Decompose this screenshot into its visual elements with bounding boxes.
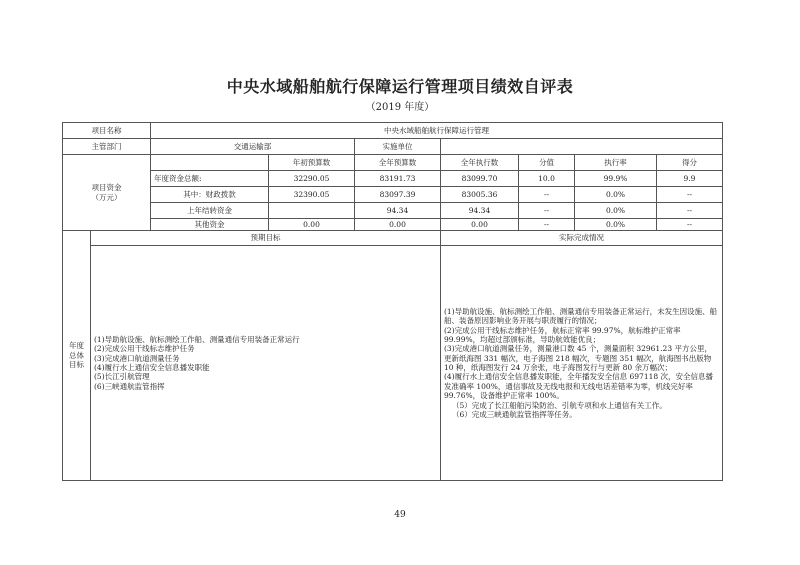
expected-goals-header: 预期目标 bbox=[91, 231, 441, 246]
funds-row bbox=[63, 203, 723, 219]
funds-cell: 83191.73 bbox=[355, 171, 441, 187]
funds-cell: 0.00 bbox=[441, 219, 519, 231]
funds-header-cell: 年初预算数 bbox=[269, 155, 355, 171]
funds-cell: -- bbox=[519, 203, 575, 219]
expected-goal-item: (1)导助航设施、航标测绘工作船、测量通信专用装备正常运行 bbox=[94, 334, 300, 344]
funds-header-cell: 得分 bbox=[657, 155, 723, 171]
funds-cell: -- bbox=[519, 187, 575, 203]
funds-cell: -- bbox=[657, 187, 723, 203]
funds-row-label: 年度资金总额: bbox=[151, 171, 269, 187]
actual-result-item: (1)导助航设施、航标测绘工作船、测量通信专用装备正常运行，未发生因设施、船舶、装备原因影响业务开展与职责履行的情况； bbox=[444, 306, 718, 326]
document-title: 中央水域船舶航行保障运行管理项目绩效自评表 bbox=[226, 77, 574, 96]
goals-label: 年度 总体 目标 bbox=[63, 231, 91, 481]
actual-result-item: (4)履行水上通信安全信息播发职能，全年播发安全信息 697118 次，安全信息播发准确率 100%，通信事故及无线电报和无线电话差错率为零，机线完好率 99.76%，设备维护正常率 100%。 bbox=[444, 372, 714, 401]
project-name-label: 项目名称 bbox=[63, 123, 151, 139]
impl-label: 实施单位 bbox=[355, 139, 441, 155]
funds-cell: 32390.05 bbox=[269, 187, 355, 203]
funds-cell: 99.9% bbox=[575, 171, 657, 187]
funds-row bbox=[63, 171, 723, 187]
funds-row-label: 其他资金 bbox=[151, 219, 269, 231]
funds-row bbox=[63, 219, 723, 231]
actual-result-item: （5）完成了长江船舶污染防治、引航专项和水上通信有关工作。 bbox=[452, 400, 667, 410]
funds-header-blank bbox=[151, 155, 269, 171]
funds-label: 项目资金 （万元） bbox=[63, 155, 151, 231]
funds-cell: 83005.36 bbox=[441, 187, 519, 203]
funds-cell: -- bbox=[519, 219, 575, 231]
funds-cell: 83097.39 bbox=[355, 187, 441, 203]
funds-header-row bbox=[63, 155, 723, 171]
funds-cell: 9.9 bbox=[657, 171, 723, 187]
funds-cell: 0.00 bbox=[269, 219, 355, 231]
expected-goal-item: (2)完成公用干线标志维护任务 bbox=[94, 344, 195, 354]
funds-header-cell: 全年预算数 bbox=[355, 155, 441, 171]
actual-results-cell bbox=[441, 246, 723, 481]
funds-cell: 94.34 bbox=[355, 203, 441, 219]
funds-cell: 32290.05 bbox=[269, 171, 355, 187]
expected-goal-item: (6)三峡通航监管指挥 bbox=[94, 381, 165, 391]
goals-header-row bbox=[63, 231, 723, 246]
funds-cell: 83099.70 bbox=[441, 171, 519, 187]
expected-goals-cell bbox=[91, 246, 441, 481]
document-subtitle: （2019 年度） bbox=[365, 102, 435, 113]
funds-cell: 94.34 bbox=[441, 203, 519, 219]
funds-cell bbox=[269, 203, 355, 219]
funds-cell: 0.0% bbox=[575, 219, 657, 231]
expected-goal-item: (4)履行水上通信安全信息播发职能 bbox=[94, 363, 210, 372]
funds-header-cell: 全年执行数 bbox=[441, 155, 519, 171]
performance-evaluation-table bbox=[62, 122, 723, 481]
funds-header-cell: 分值 bbox=[519, 155, 575, 171]
project-name-row bbox=[63, 123, 723, 139]
funds-cell: 10.0 bbox=[519, 171, 575, 187]
funds-row bbox=[63, 187, 723, 203]
dept-label: 主管部门 bbox=[63, 139, 151, 155]
actual-result-item: (2)完成公用干线标志维护任务，航标正常率 99.97%，航标维护正常率 99.99%，均超过部颁标准，导助航效能优良； bbox=[444, 325, 681, 344]
goals-body-row bbox=[63, 246, 723, 481]
department-row bbox=[63, 139, 723, 155]
funds-header-cell: 执行率 bbox=[575, 155, 657, 171]
funds-cell: -- bbox=[657, 203, 723, 219]
actual-result-item: (3)完成港口航道测量任务，测量港口数 45 个，测量面积 32961.23 平方公里，更新纸海图 331 幅次，电子海图 218 幅次，专题图 351 幅次，航海图书出版物 10 种，纸海图发行 24 万余张，电子海图发行与更新 80 余万幅次； bbox=[444, 344, 712, 372]
funds-cell: 0.00 bbox=[355, 219, 441, 231]
expected-goal-item: (5)长江引航管理 bbox=[94, 372, 150, 382]
funds-cell: 0.0% bbox=[575, 203, 657, 219]
project-name-value: 中央水域船舶航行保障运行管理 bbox=[151, 123, 723, 139]
impl-value bbox=[441, 139, 723, 155]
actual-result-item: （6）完成三峡通航监管指挥等任务。 bbox=[452, 409, 577, 419]
funds-cell: 0.0% bbox=[575, 187, 657, 203]
funds-row-label: 其中：财政拨款 bbox=[151, 187, 269, 203]
page-number: 49 bbox=[394, 510, 406, 520]
funds-cell: -- bbox=[657, 219, 723, 231]
actual-results-header: 实际完成情况 bbox=[441, 231, 723, 246]
funds-row-label: 上年结转资金 bbox=[151, 203, 269, 219]
expected-goal-item: (3)完成港口航道测量任务 bbox=[94, 353, 180, 363]
dept-value: 交通运输部 bbox=[151, 139, 355, 155]
